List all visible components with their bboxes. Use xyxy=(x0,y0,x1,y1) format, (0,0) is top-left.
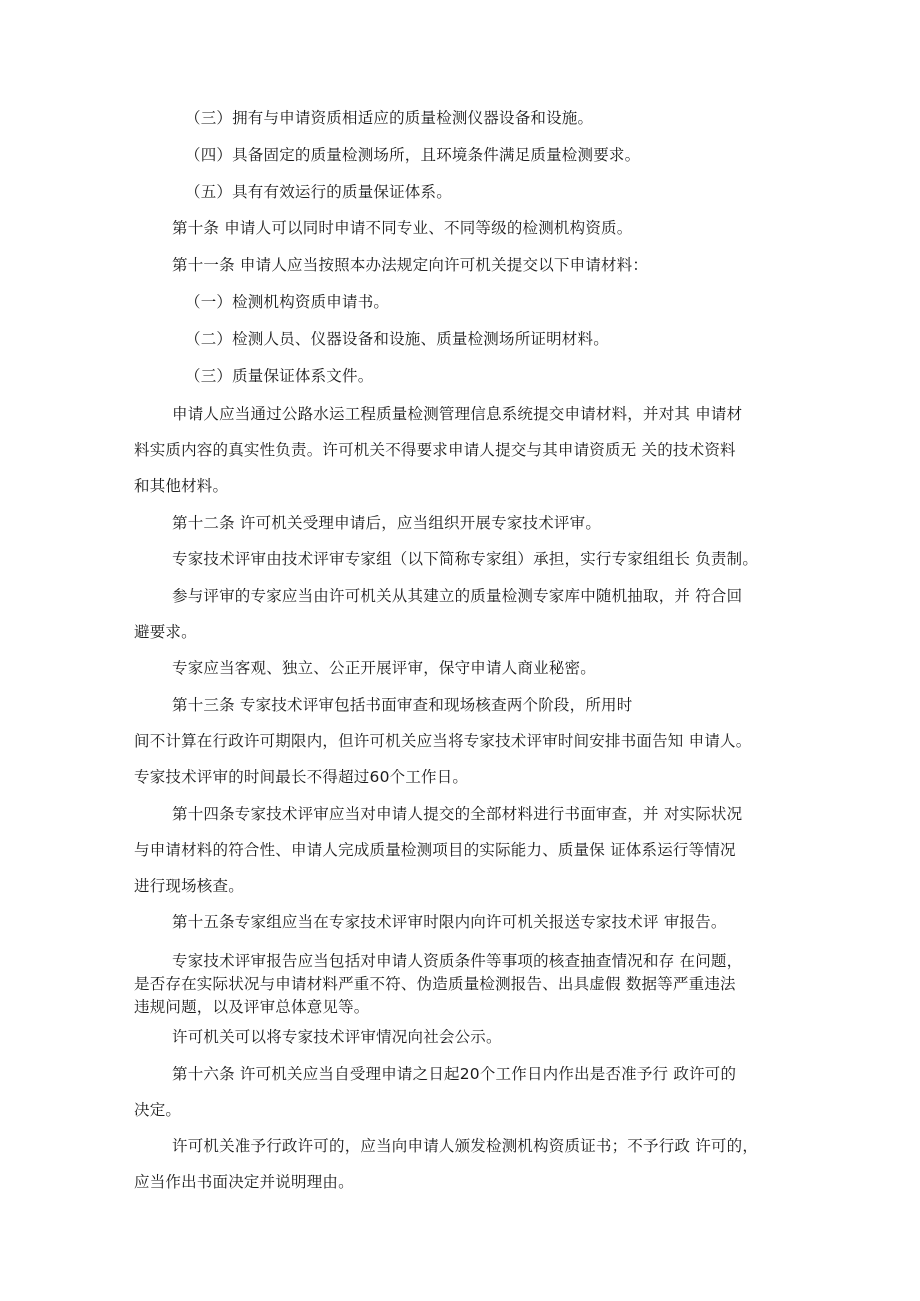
text-line: 专家应当客观、独立、公正开展评审，保守申请人商业秘密。 xyxy=(172,659,596,677)
text-line: 第十五条专家组应当在专家技术评审时限内向许可机关报送专家技术评 审报告。 xyxy=(172,913,727,931)
text-line: 决定。 xyxy=(134,1101,182,1119)
text-line: 间不计算在行政许可期限内，但许可机关应当将专家技术评审时间安排书面告知 申请人。 xyxy=(134,732,752,750)
text-line: 和其他材料。 xyxy=(134,477,229,495)
text-line: 许可机关准予行政许可的，应当向申请人颁发检测机构资质证书；不予行政 许可的， xyxy=(172,1137,759,1155)
text-line: 第十条 申请人可以同时申请不同专业、不同等级的检测机构资质。 xyxy=(172,219,633,237)
text-line: 第十二条 许可机关受理申请后，应当组织开展专家技术评审。 xyxy=(172,514,602,532)
text-line: 第十四条专家技术评审应当对申请人提交的全部材料进行书面审查，并 对实际状况 xyxy=(172,805,743,823)
text-line: 料实质内容的真实性负责。许可机关不得要求申请人提交与其申请资质无 关的技术资料 xyxy=(134,441,736,459)
text-line: 专家技术评审的时间最长不得超过60个工作日。 xyxy=(134,768,469,786)
text-line: 第十六条 许可机关应当自受理申请之日起20个工作日内作出是否准予行 政许可的 xyxy=(172,1065,737,1083)
text-line: （三）拥有与申请资质相适应的质量检测仪器设备和设施。 xyxy=(185,109,594,127)
text-line: 进行现场核查。 xyxy=(134,877,244,895)
text-line: 是否存在实际状况与申请材料严重不符、伪造质量检测报告、出具虚假 数据等严重违法 xyxy=(134,975,736,993)
text-line: 应当作出书面决定并说明理由。 xyxy=(134,1173,354,1191)
text-line: 专家技术评审由技术评审专家组（以下简称专家组）承担，实行专家组组长 负责制。 xyxy=(172,550,759,568)
text-line: 参与评审的专家应当由许可机关从其建立的质量检测专家库中随机抽取，并 符合回 xyxy=(172,587,743,605)
text-line: 第十三条 专家技术评审包括书面审查和现场核查两个阶段，所用时 xyxy=(172,696,633,714)
text-line: （一）检测机构资质申请书。 xyxy=(185,293,390,311)
text-line: 许可机关可以将专家技术评审情况向社会公示。 xyxy=(172,1028,502,1046)
text-line: 专家技术评审报告应当包括对申请人资质条件等事项的核查抽查情况和存 在问题， xyxy=(172,952,743,970)
text-line: 与申请材料的符合性、申请人完成质量检测项目的实际能力、质量保 证体系运行等情况 xyxy=(134,841,736,859)
text-line: （二）检测人员、仪器设备和设施、质量检测场所证明材料。 xyxy=(185,330,609,348)
text-line: 第十一条 申请人应当按照本办法规定向许可机关提交以下申请材料： xyxy=(172,256,649,274)
text-line: （三）质量保证体系文件。 xyxy=(185,367,374,385)
text-line: （四）具备固定的质量检测场所，且环境条件满足质量检测要求。 xyxy=(185,146,641,164)
text-line: 违规问题，以及评审总体意见等。 xyxy=(134,998,370,1016)
text-line: （五）具有有效运行的质量保证体系。 xyxy=(185,183,452,201)
text-line: 避要求。 xyxy=(134,623,197,641)
text-line: 申请人应当通过公路水运工程质量检测管理信息系统提交申请材料，并对其 申请材 xyxy=(172,405,743,423)
